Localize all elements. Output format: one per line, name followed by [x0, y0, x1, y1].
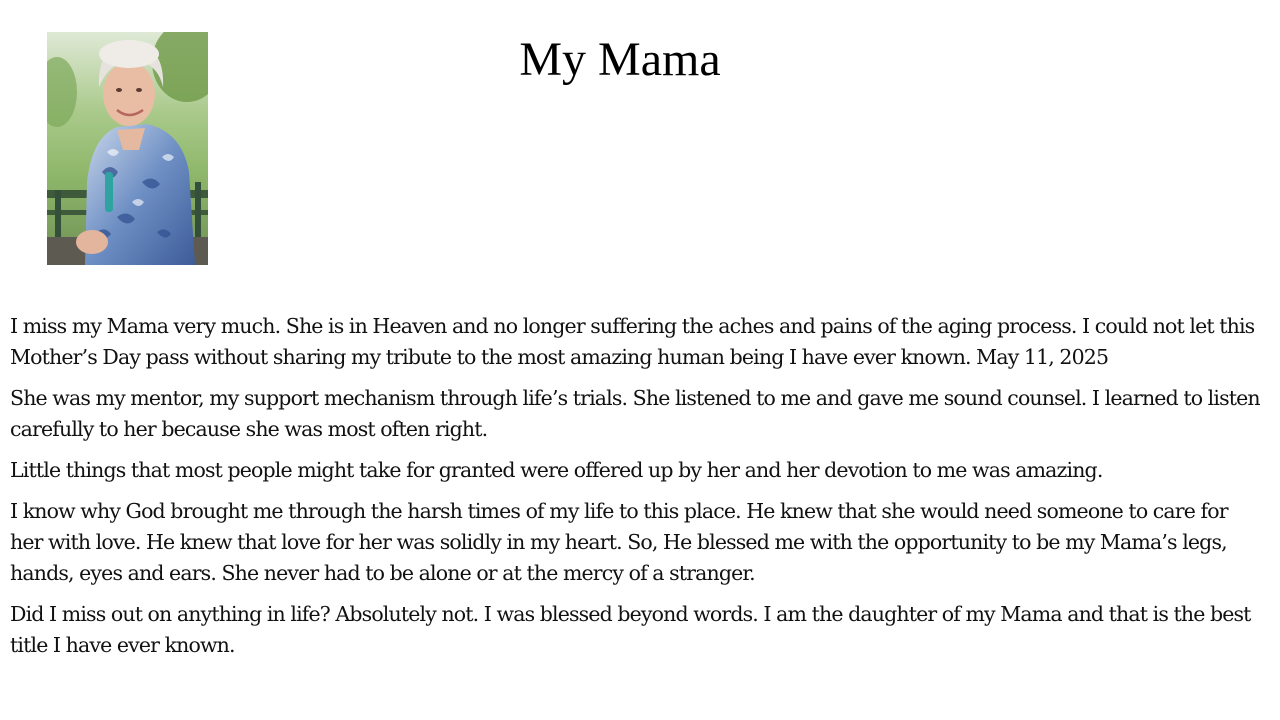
page-title: My Mama: [519, 33, 721, 86]
paragraph-5: Did I miss out on anything in life? Absolutely not. I was blessed beyond words. I am the daughter of my Mama and that is the best title I have ever known.: [10, 602, 1251, 657]
paragraph-1: I miss my Mama very much. She is in Heaven and no longer suffering the aches and pains of the aging process. I could not let this Mother’s Day pass without sharing my tribute to the most amazing human being I have ever known. May 11, 2025: [10, 314, 1255, 369]
paragraph-3: Little things that most people might take for granted were offered up by her and her devotion to me was amazing.: [10, 458, 1103, 482]
portrait-photo-icon: [47, 32, 208, 265]
tribute-text: [10, 311, 1260, 671]
paragraph-4: I know why God brought me through the harsh times of my life to this place. He knew that she would need someone to care for her with love. He knew that love for her was solidly in my heart. So, He blessed me with the opportunity to be my Mama’s legs, hands, eyes and ears. She never had to be alone or at the mercy of a stranger.: [10, 499, 1228, 585]
paragraph-2: She was my mentor, my support mechanism through life’s trials. She listened to me and gave me sound counsel. I learned to listen carefully to her because she was most often right.: [10, 386, 1260, 441]
mama-photo: [47, 32, 208, 265]
